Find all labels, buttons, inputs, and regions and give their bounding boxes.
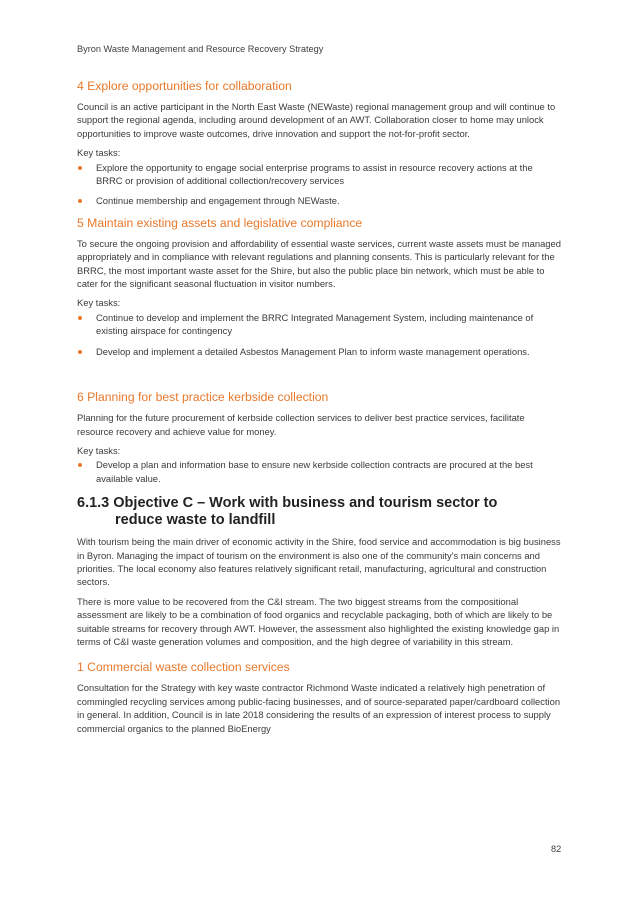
running-header: Byron Waste Management and Resource Recovery Strategy <box>77 44 324 54</box>
objective-heading <box>77 495 561 529</box>
list-item <box>77 161 561 188</box>
section-commercial-waste <box>77 660 561 735</box>
list-item <box>77 345 561 358</box>
section-kerbside-collection <box>77 390 561 485</box>
section-body: Council is an active participant in the North East Waste (NEWaste) regional management group and will continue to support the regional agenda, including around development of an AWT. Collaboration closer to home may unlock opportunities to improve waste outcomes, drive innovation and support the not-for-profit sector. <box>77 101 556 139</box>
section-heading: 4 Explore opportunities for collaboration <box>77 79 292 93</box>
list-item <box>77 458 561 485</box>
key-tasks-label: Key tasks: <box>77 297 121 309</box>
bullet-icon <box>78 166 82 170</box>
section-body: Consultation for the Strategy with key waste contractor Richmond Waste indicated a relatively high penetration of commingled recycling services among public-facing businesses, and of source-separated paper/cardboard collection in general. In addition, Council is in late 2018 considering the results of an expression of interest process to supply commercial organics to the planned BioEnergy <box>77 682 561 734</box>
section-collaboration <box>77 79 561 208</box>
section-heading: 1 Commercial waste collection services <box>77 660 290 675</box>
key-tasks-list <box>77 311 561 358</box>
page-content <box>77 79 561 741</box>
section-heading: 6 Planning for best practice kerbside collection <box>77 390 329 405</box>
bullet-icon <box>78 463 82 467</box>
list-item-text: Develop and implement a detailed Asbestos Management Plan to inform waste management operations. <box>96 345 530 357</box>
bullet-icon <box>78 316 82 320</box>
list-item <box>77 311 561 338</box>
bullet-icon <box>78 350 82 354</box>
list-item-text: Explore the opportunity to engage social enterprise programs to assist in resource recovery actions at the BRRC or provision of additional collection/recovery services <box>96 161 533 187</box>
key-tasks-label: Key tasks: <box>77 444 121 456</box>
section-objective-c <box>77 495 561 648</box>
section-heading: 5 Maintain existing assets and legislative compliance <box>77 215 363 230</box>
section-assets-compliance <box>77 216 561 358</box>
list-item-text: Continue to develop and implement the BRRC Integrated Management System, including maintenance of existing airspace for contingency <box>96 311 534 337</box>
objective-paragraph: With tourism being the main driver of economic activity in the Shire, food service and accommodation is big business in Byron. Managing the impact of tourism on the environment is also one of the community's main concerns and priorities. The local economy also features relatively significant retail, manufacturing, agricultural and construction sectors. <box>77 536 561 588</box>
key-tasks-label: Key tasks: <box>77 147 121 159</box>
section-body: Planning for the future procurement of kerbside collection services to deliver best practice services, facilitate resource recovery and achieve value for money. <box>77 412 525 437</box>
list-item <box>77 194 561 207</box>
bullet-icon <box>78 199 82 203</box>
objective-heading-line1: 6.1.3 Objective C – Work with business and tourism sector to <box>77 495 498 512</box>
list-item-text: Develop a plan and information base to ensure new kerbside collection contracts are procured at the best available value. <box>96 459 533 484</box>
objective-heading-line2: reduce waste to landfill <box>115 512 276 529</box>
key-tasks-list <box>77 161 561 208</box>
section-body: To secure the ongoing provision and affordability of essential waste services, current waste assets must be managed appropriately and in compliance with relevant regulations and planning consents. This is particularly relevant for the BRRC, the most important waste asset for the Shire, but also the public place bin network, which must be able to cater for the significant seasonal fluctuation in visitor numbers. <box>77 237 561 290</box>
objective-paragraph: There is more value to be recovered from the C&I stream. The two biggest streams from the compositional assessment are likely to be a combination of food organics and recyclable packaging, both of which are likely to be suitable streams for recovery through AWT. However, the assessment also highlighted the existing knowledge gap in terms of C&I waste generation volumes and composition, and the high degree of variability in this stream. <box>77 595 560 647</box>
key-tasks-list <box>77 458 561 485</box>
page-number: 82 <box>551 844 562 854</box>
list-item-text: Continue membership and engagement through NEWaste. <box>96 195 340 207</box>
